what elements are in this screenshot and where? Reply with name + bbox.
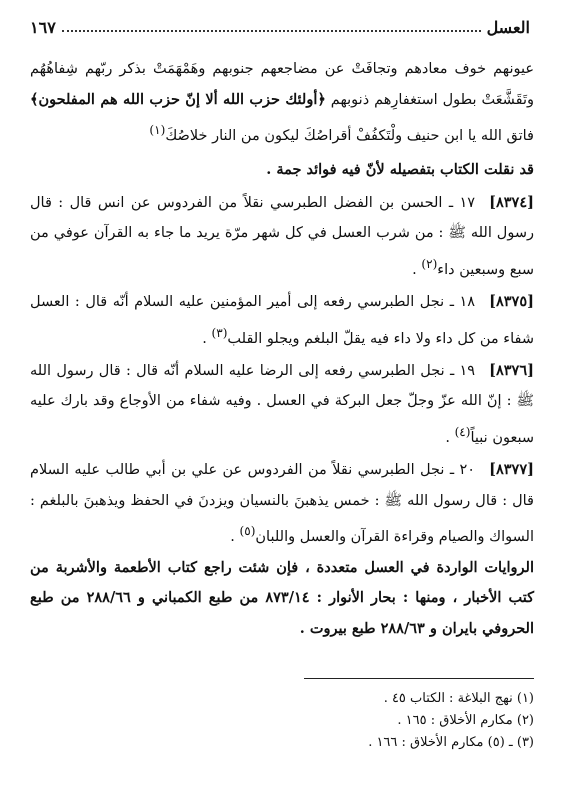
footnote: (٣) ـ (٥) مكارم الأخلاق : ١٦٦ . [368,735,534,750]
footnotes [200,688,534,754]
entry-text: ١٩ ـ نجل الطبرسي رفعه إلى الرضا عليه السلام أنّه قال : قال رسول الله ﷺ : إنّ الله عزّ وجلّ جعل البركة في العسل . وفيه شفاء من الأوجاع وقد بارك عليه سبعون نبياً [30,362,534,446]
closing-note: الروايات الواردة في العسل متعددة ، فإن شئت راجع كتاب الأطعمة والأشربة من كتب الأخبار ، ومنها : بحار الأنوار : ٨٧٣/١٤ من طبع الكمباني و ٢٨٨/٦٦ من طبع الحروفي بايران و ٢٨٨/٦٣ طبع بيروت . [30,558,535,637]
footnote-marker: (١) [149,123,166,137]
running-title: العسل [486,17,530,37]
page-number: ١٦٧ [30,17,56,37]
entry-number: [٨٣٧٦] [489,361,534,379]
intro-line-2: وتَقَشَّعَتْ بطول استغفارِهم ذنوبهم [330,91,534,108]
footnote-marker: (٢) [421,256,438,271]
entry-number: [٨٣٧٥] [489,293,534,311]
quran-verse: ﴿أولئك حزب الله ألا إنّ حزب الله هم المفلحون﴾ [30,90,326,108]
footnote: (٢) مكارم الأخلاق : ١٦٥ . [397,713,534,728]
footnote-marker: (٥) [239,524,256,539]
editor-note: قد نقلت الكتاب بتفصيله لأنّ فيه فوائد جمة . [266,161,534,179]
entry-number: [٨٣٧٤] [489,193,534,211]
page-body [30,54,534,644]
entry-text: ١٧ ـ الحسن بن الفضل الطبرسي نقلاً من الفردوس عن انس قال : قال رسول الله ﷺ : من شرب العسل في كل شهر مرّة يريد ما جاء به القرآن عوفي من سبع وسبعين داء [30,194,534,278]
footnote-marker: (٣) [211,325,228,340]
hadith-entry: [٨٣٧٥]١٨ ـ نجل الطبرسي رفعه إلى أمير المؤمنين عليه السلام أنّه قال : العسل شفاء من كل داء ولا داء فيه يقلّ البلغم ويجلو القلب$^{(٣)}$ . [30,287,534,354]
entry-number: [٨٣٧٧] [489,461,534,479]
footnote-separator [304,678,534,679]
entry-text: ١٨ ـ نجل الطبرسي رفعه إلى أمير المؤمنين عليه السلام أنّه قال : العسل شفاء من كل داء ولا داء فيه يقلّ البلغم ويجلو القلب [30,294,534,347]
intro-line-3: فاتق الله يا ابن حنيف ولْتَكفُفْ أقراصُكَ ليكون من النار خلاصُكَ [165,127,534,144]
hadith-entry: [٨٣٧٤]١٧ ـ الحسن بن الفضل الطبرسي نقلاً من الفردوس عن انس قال : قال رسول الله ﷺ : من شرب العسل في كل شهر مرّة يريد ما جاء به القرآن عوفي من سبع وسبعين داء$^{(٢)}$ . [30,188,534,285]
intro-paragraph [30,54,534,151]
entry-text: ٢٠ ـ نجل الطبرسي نقلاً من الفردوس عن علي بن أبي طالب عليه السلام قال : قال رسول الله ﷺ : خمس يذهبنَ بالنسيان ويزدنَ في الحفظ ويذهبنَ بالبلغم : السواك والصيام وقراءة القرآن والعسل واللبان [30,462,534,546]
page-header [30,14,530,40]
hadith-entry: [٨٣٧٧]٢٠ ـ نجل الطبرسي نقلاً من الفردوس عن علي بن أبي طالب عليه السلام قال : قال رسول الله ﷺ : خمس يذهبنَ بالنسيان ويزدنَ في الحفظ ويذهبنَ بالبلغم : السواك والصيام وقراءة القرآن والعسل واللبان$^{(٥)}$ . [30,455,534,552]
intro-line-1: عيونهم خوف معادهم وتجافَتْ عن مضاجعهم جنوبهم وهَمْهَمَتْ بذكر ربّهم شِفاهُهُم [30,61,534,77]
hadith-entry: [٨٣٧٦]١٩ ـ نجل الطبرسي رفعه إلى الرضا عليه السلام أنّه قال : قال رسول الله ﷺ : إنّ الله عزّ وجلّ جعل البركة في العسل . وفيه شفاء من الأوجاع وقد بارك عليه سبعون نبياً$^{(٤)}$ . [30,356,534,453]
header-dotted-leader [62,22,481,32]
footnote: (١) نهج البلاغة : الكتاب ٤٥ . [383,691,534,706]
footnote-marker: (٤) [454,424,471,439]
